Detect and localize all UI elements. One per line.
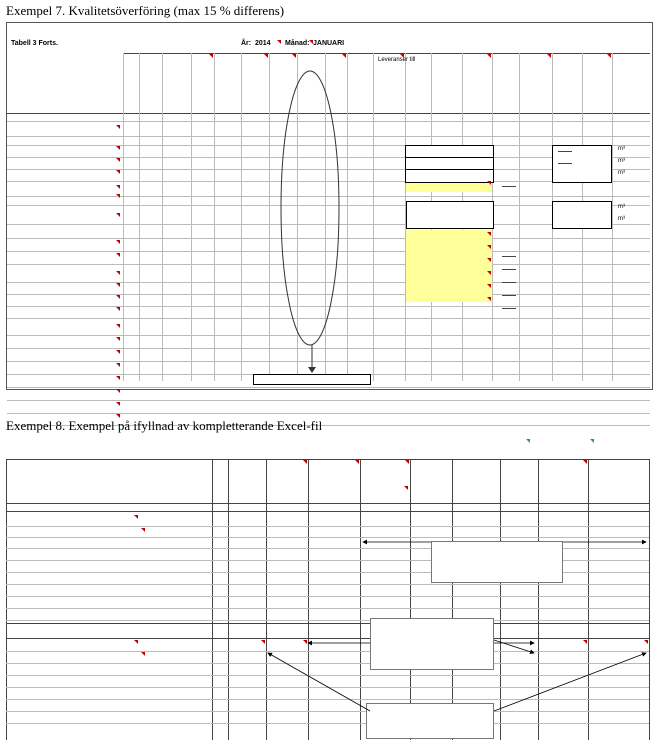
month-label: Månad: [285, 40, 310, 47]
year-label: År: [241, 40, 252, 47]
arrow [494, 653, 646, 711]
row-line [7, 413, 650, 414]
section8-heading: Exempel 8. Exempel på ifyllnad av kompletterande Excel-fil [6, 418, 323, 433]
month-value: JANUARI [313, 40, 345, 47]
unit-mark: m³ [618, 158, 625, 164]
section7-table [6, 22, 653, 390]
unit-mark: m³ [618, 146, 625, 152]
group-header: Leveranser till [378, 57, 416, 63]
table-title: Tabell 3 Forts. [11, 40, 58, 47]
callout-arrows [6, 435, 651, 740]
unit-mark: m³ [618, 204, 625, 210]
unit-mark: m³ [618, 170, 625, 176]
arrow [494, 640, 534, 653]
section8-table [6, 435, 651, 740]
red-marker [116, 402, 120, 406]
arrow-head [308, 367, 316, 373]
row-line [7, 400, 650, 401]
red-marker [116, 389, 120, 393]
arrow [268, 653, 370, 711]
year-value: 2014 [255, 40, 271, 47]
section7-heading: Exempel 7. Kvalitetsöverföring (max 15 % differens) [6, 3, 285, 18]
kvot-ellipse-arrow [7, 23, 652, 389]
highlight-ellipse [281, 71, 339, 345]
unit-mark: m³ [618, 216, 625, 222]
